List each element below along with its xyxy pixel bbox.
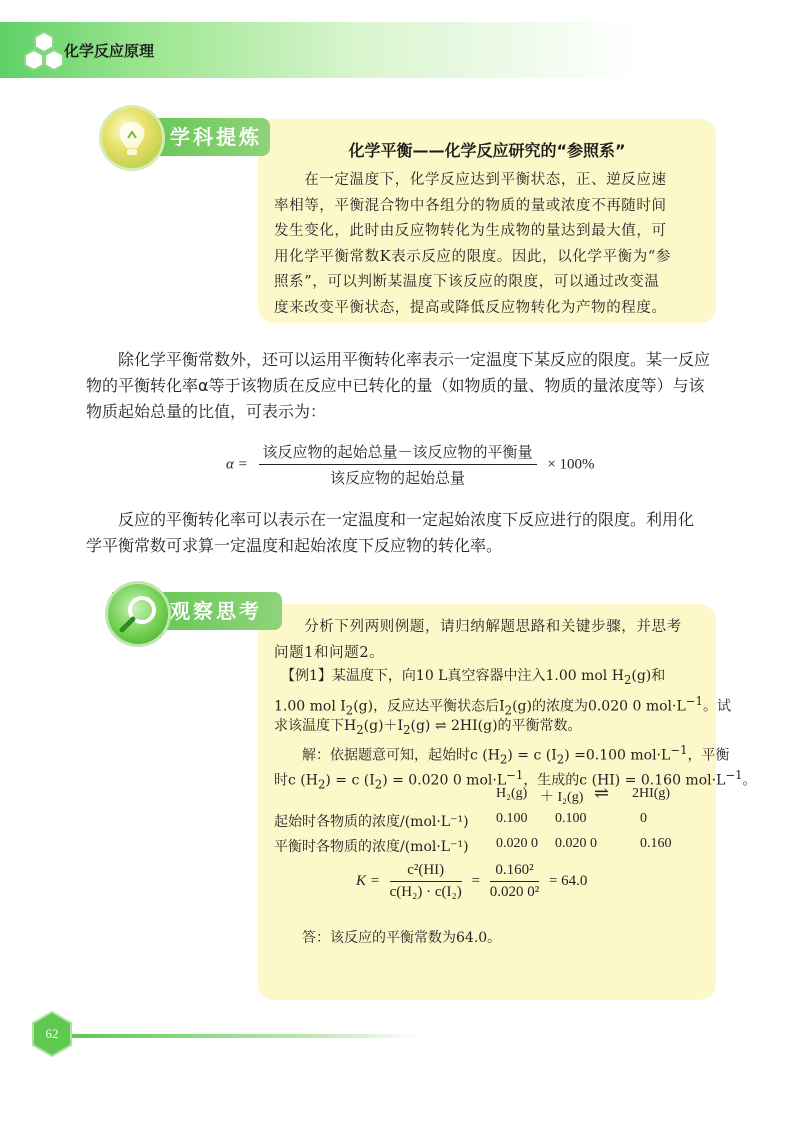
subscript: 2	[356, 722, 364, 737]
intro-line: 问题1和问题2。	[274, 644, 385, 661]
lightbulb-icon	[102, 108, 162, 168]
formula-rhs: × 100%	[547, 456, 595, 473]
row-value: 0.100	[555, 811, 587, 826]
subscript: 2	[317, 777, 326, 792]
row-value: 0.100	[496, 811, 528, 826]
superscript: −1	[725, 768, 743, 782]
text-run: 【例1】某温度下，向10 L真空容器中注入1.00 mol H	[274, 668, 624, 684]
summary-line: 发生变化，此时由反应物转化为生成物的量达到最大值，可	[274, 223, 667, 239]
row-value: 0	[640, 811, 647, 826]
k-formula	[356, 862, 587, 901]
k-lhs: K =	[356, 873, 380, 889]
subscript: 2	[556, 752, 565, 767]
footer-bar	[60, 1034, 420, 1038]
row-label: 起始时各物质的浓度/(mol·L⁻¹)	[274, 814, 469, 830]
table-row	[0, 811, 800, 833]
body-line: 反应的平衡转化率可以表示在一定温度和一定起始浓度下反应进行的限度。利用化	[86, 510, 695, 529]
intro-line: 分析下列两则例题，请归纳解题思路和关键步骤，并思考	[274, 619, 682, 635]
text-run: 时c (H	[274, 772, 318, 789]
formula-numerator: 该反应物的起始总量－该反应物的平衡量	[259, 441, 537, 465]
subscript: 2	[499, 752, 508, 767]
body-line: 学平衡常数可求算一定温度和起始浓度下反应物的转化率。	[86, 536, 503, 555]
row-value: 0.160	[640, 836, 672, 851]
formula-lhs: α =	[226, 456, 248, 473]
summary-line: 照系”，可以判断某温度下该反应的限度，可以通过改变温	[274, 274, 660, 290]
observe-intro	[274, 615, 702, 666]
superscript: −1	[506, 768, 524, 782]
body-paragraph-1	[86, 347, 716, 425]
row-value: 0.020 0	[555, 836, 597, 851]
eq-hi: 2HI(g)	[632, 786, 671, 801]
text-run: 1.00 mol I	[274, 698, 346, 715]
subscript: 2	[345, 703, 354, 718]
row-value: 0.020 0	[496, 836, 538, 851]
answer-line: 答：该反应的平衡常数为64.0。	[274, 930, 502, 946]
formula-denominator: 该反应物的起始总量	[330, 469, 466, 487]
body-line: 物质起始总量的比值，可表示为：	[86, 402, 327, 421]
text-run: ) = c (I	[507, 747, 557, 764]
eq-h2: H₂(g)	[496, 786, 528, 801]
magnifier-icon	[108, 584, 168, 644]
subscript: 2	[403, 722, 411, 737]
text-run: 。	[742, 772, 757, 789]
k-fraction-2	[490, 862, 540, 901]
chapter-title: 化学反应原理	[64, 42, 155, 60]
text-run: (g)和	[631, 668, 666, 684]
summary-title: 化学平衡——化学反应研究的“参照系”	[348, 141, 626, 160]
body-line: 物的平衡转化率α等于该物质在反应中已转化的量（如物质的量、物质的量浓度等）与该	[86, 376, 705, 395]
k-fraction-1	[390, 862, 462, 901]
superscript: −1	[670, 743, 688, 757]
text-run: 解：依据题意可知，起始时c (H	[274, 747, 500, 764]
text-run: ) = c (I	[325, 772, 375, 789]
text-run: (g)的浓度为0.020 0 mol·L	[512, 698, 686, 715]
subscript: 2	[623, 672, 632, 687]
observe-badge: 观察思考	[112, 592, 282, 630]
k-equals: =	[471, 873, 480, 889]
example-line-1	[274, 664, 665, 692]
summary-line: 度来改变平衡状态，提高或降低反应物转化为产物的程度。	[274, 299, 667, 316]
summary-text	[274, 168, 702, 321]
k-numerator-1: c²(HI)	[390, 862, 462, 882]
table-row	[0, 836, 800, 858]
k-denominator-1: c(H₂) · c(I₂)	[389, 884, 462, 900]
summary-badge: 学科提炼	[112, 118, 270, 156]
text-run: (g)，反应达平衡状态后I	[353, 698, 505, 715]
equilibrium-arrow-icon: ⇌	[594, 783, 610, 803]
subscript: 2	[374, 777, 383, 792]
equation-row	[0, 783, 800, 808]
superscript: −1	[685, 694, 703, 708]
text-run: ，平衡	[687, 747, 730, 764]
row-label: 平衡时各物质的浓度/(mol·L⁻¹)	[274, 839, 469, 855]
text-run: ) =0.100 mol·L	[564, 747, 671, 764]
text-run: 求该温度下H	[274, 718, 357, 734]
k-denominator-2: 0.020 0²	[489, 884, 540, 900]
text-run: (g)＋I	[363, 718, 404, 734]
text-run: ，生成的c (HI) = 0.160 mol·L	[523, 772, 726, 789]
page-number: 62	[45, 1026, 59, 1041]
text-run: ) = 0.020 0 mol·L	[382, 772, 507, 789]
summary-line: 率相等，平衡混合物中各组分的物质的量或浓度不再随时间	[274, 197, 667, 214]
text-run: (g) ⇌ 2HI(g)的平衡常数。	[410, 718, 582, 734]
summary-line: 在一定温度下，化学反应达到平衡状态，正、逆反应速	[274, 172, 667, 188]
formula-fraction	[259, 441, 537, 488]
k-numerator-2: 0.160²	[490, 862, 540, 882]
body-line: 除化学平衡常数外，还可以运用平衡转化率表示一定温度下某反应的限度。某一反应	[86, 350, 711, 369]
summary-line: 用化学平衡常数K表示反应的限度。因此，以化学平衡为“参	[274, 248, 671, 265]
subscript: 2	[504, 703, 513, 718]
hexagon-logo-icon	[22, 30, 66, 74]
k-result: = 64.0	[548, 873, 588, 889]
body-paragraph-2	[86, 507, 716, 559]
conversion-formula	[226, 441, 595, 488]
eq-i2: ＋ I₂(g)	[540, 790, 584, 805]
text-run: 。试	[702, 698, 731, 715]
